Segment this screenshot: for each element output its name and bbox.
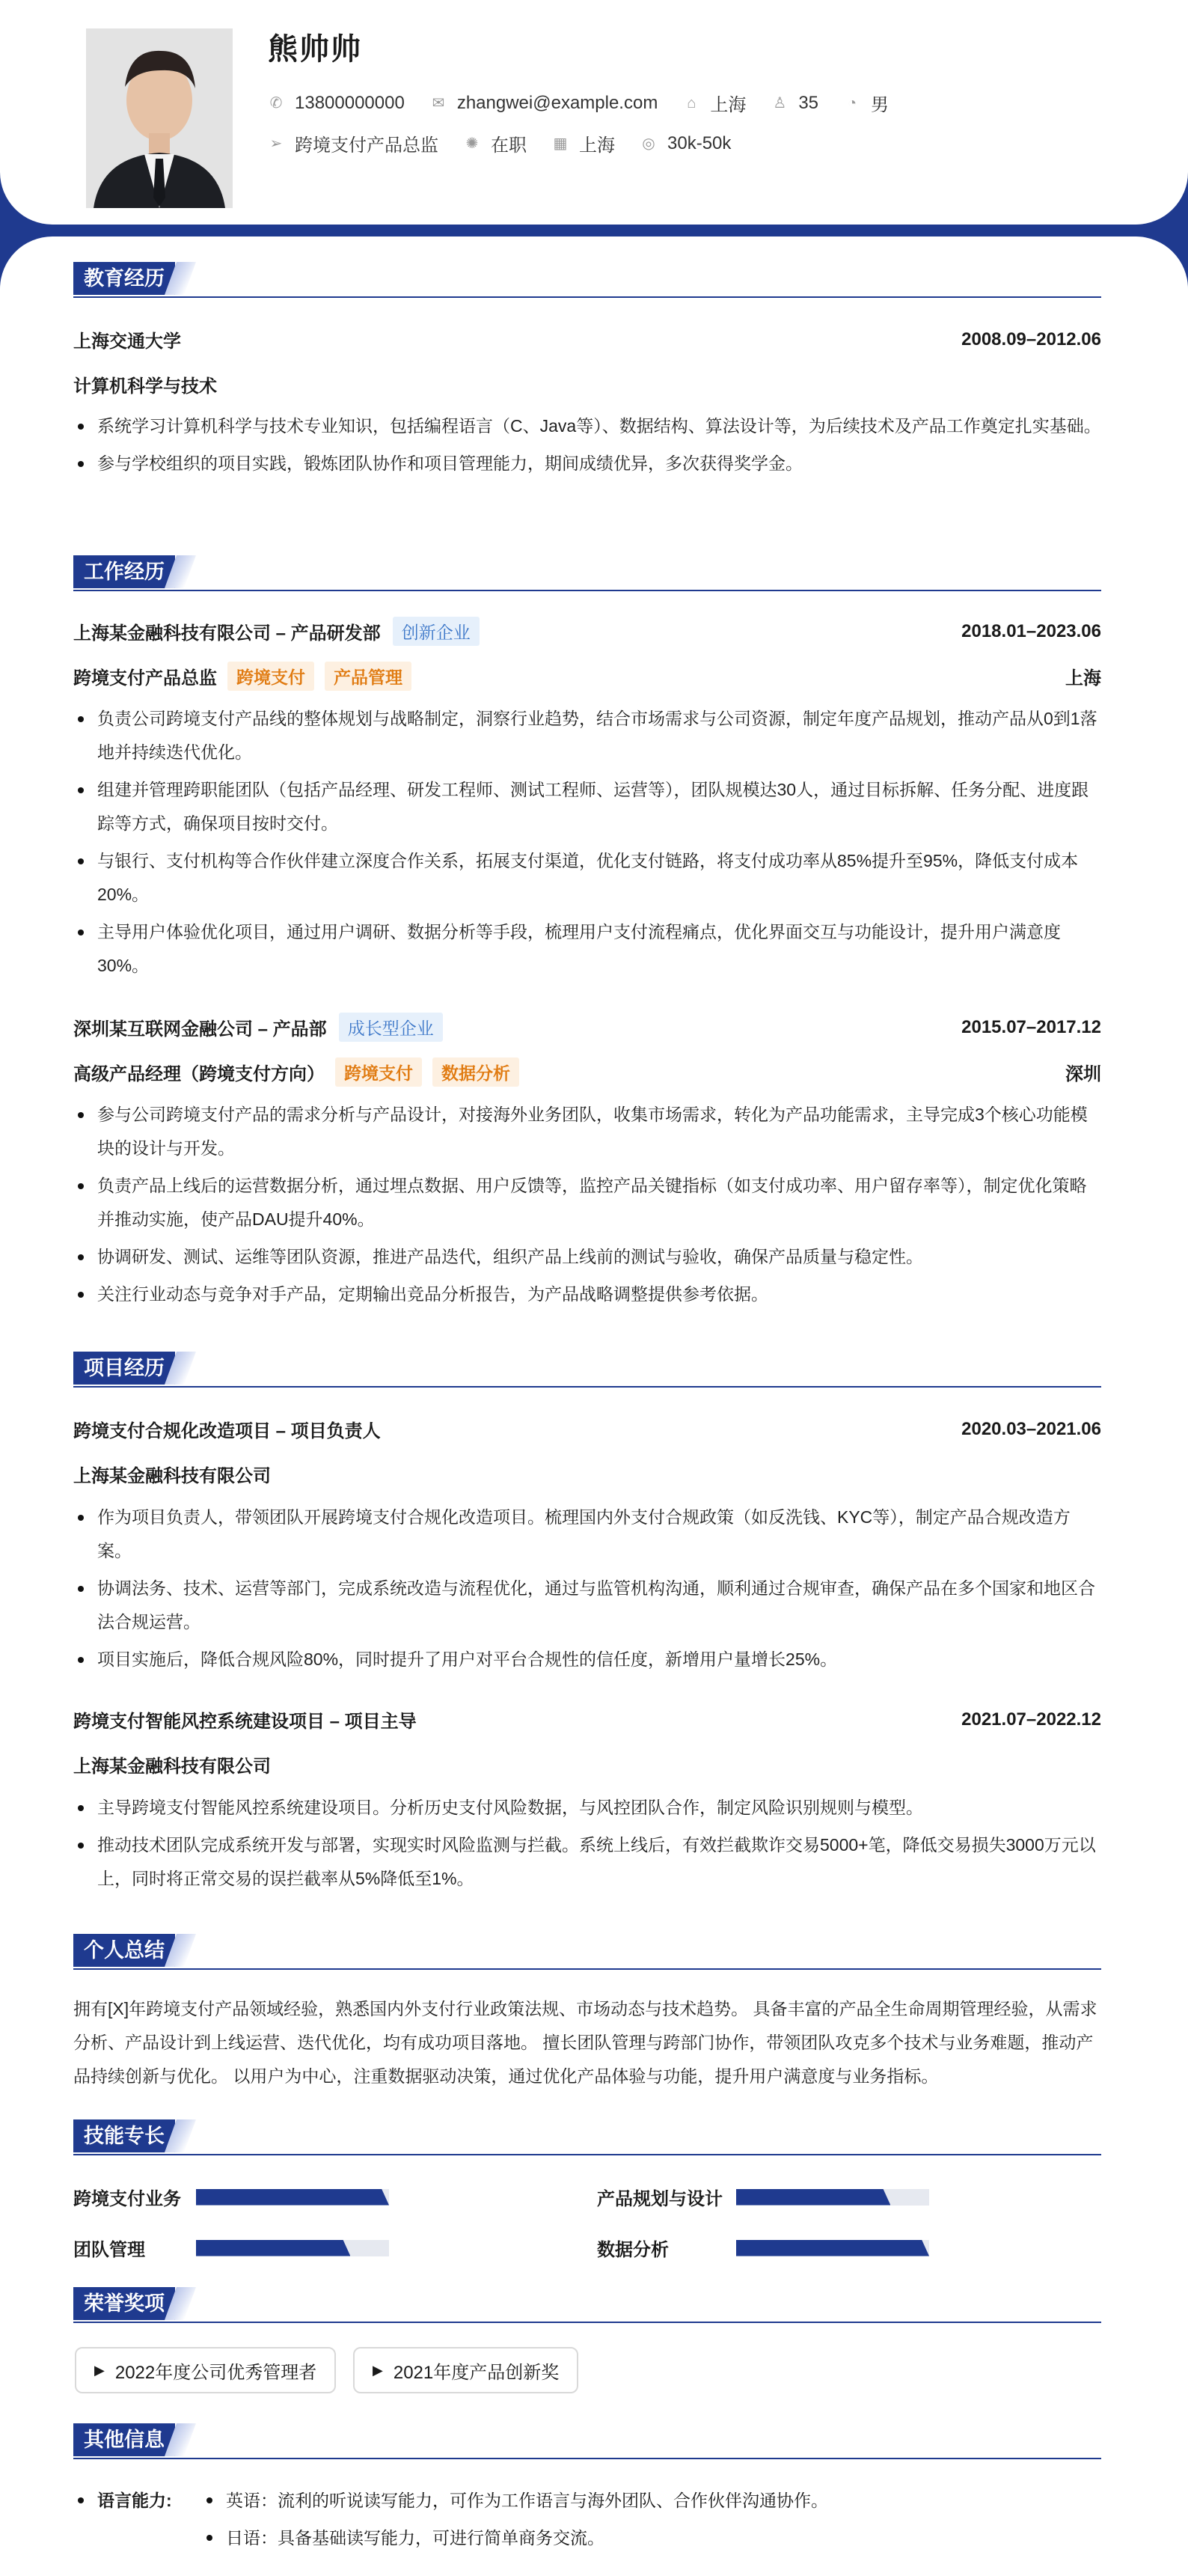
gender-value: 男 (871, 95, 890, 115)
section-title-awards: 荣誉奖项 (73, 2287, 175, 2320)
list-item: 参与公司跨境支付产品的需求分析与产品设计，对接海外业务团队，收集市场需求，转化为产品功能需求，主导完成3个核心功能模块的设计与开发。 (73, 1098, 1101, 1165)
location-value: 上海 (710, 95, 747, 115)
skill-bar-fill (736, 2189, 890, 2206)
email-info (430, 93, 658, 114)
intent-row (268, 130, 756, 156)
work-1-company-tag: 创新企业 (393, 617, 480, 646)
work-2-city: 深圳 (1065, 1064, 1101, 1084)
education-bullets (73, 409, 1101, 484)
age-info (771, 93, 818, 114)
list-item: 组建并管理跨职能团队（包括产品经理、研发工程师、测试工程师、运营等），团队规模达30人，通过目标拆解、任务分配、进度跟踪等方式，确保项目按时交付。 (73, 773, 1101, 840)
work-2-company-tag: 成长型企业 (339, 1013, 443, 1042)
phone-info (268, 93, 405, 114)
age-icon: ♙ (773, 94, 787, 112)
work-1-city: 上海 (1065, 668, 1101, 689)
skill-item (597, 2235, 929, 2261)
status-icon: ✺ (465, 135, 479, 152)
person-name: 熊帅帅 (268, 33, 362, 66)
profile-header (0, 0, 1188, 225)
work-1-title-row (73, 662, 1101, 691)
work-2-company: 深圳某互联网金融公司 – 产品部 (73, 1019, 327, 1040)
list-item (202, 2519, 828, 2557)
work-2-title: 高级产品经理（跨境支付方向） (73, 1064, 325, 1084)
contact-row (268, 90, 914, 116)
list-item: 与银行、支付机构等合作伙伴建立深度合作关系，拓展支付渠道，优化支付链路，将支付成功率从85%提升至95%，降低支付成本20%。 (73, 844, 1101, 912)
work-1-company: 上海某金融科技有限公司 – 产品研发部 (73, 623, 381, 644)
work-1-tag: 跨境支付 (227, 662, 314, 691)
phone-value: 13800000000 (295, 92, 405, 113)
section-work (73, 555, 1101, 591)
skill-item (73, 2184, 389, 2210)
education-period: 2008.09–2012.06 (961, 329, 1101, 350)
summary-text: 拥有[X]年跨境支付产品领域经验，熟悉国内外支付行业政策法规、市场动态与技术趋势。 具备丰富的产品全生命周期管理经验，从需求分析、产品设计到上线运营、迭代优化，均有成功项目落地。 擅长团队管理与跨部门协作，带领团队攻克多个技术与业务难题，推动产品持续创新与优化。 以用户为中心，注重数据驱动决策，通过优化产品体验与功能，提升用户满意度与业务指标。 (73, 1999, 1097, 2086)
list-item: 作为项目负责人，带领团队开展跨境支付合规化改造项目。梳理国内外支付合规政策（如反洗钱、KYC等），制定产品合规改造方案。 (73, 1501, 1101, 1568)
project-1-header (73, 1416, 1101, 1442)
triangle-icon: ▶ (373, 2362, 383, 2378)
bullet-dot (206, 2497, 212, 2503)
award-label: 2021年度产品创新奖 (393, 2362, 560, 2383)
skill-name: 团队管理 (73, 2240, 145, 2260)
section-skills (73, 2119, 1101, 2155)
work-2-tag: 跨境支付 (335, 1057, 422, 1087)
project-1-bullets (73, 1501, 1101, 1680)
skill-bar (196, 2240, 389, 2256)
section-title-other: 其他信息 (73, 2423, 175, 2456)
status-value: 在职 (491, 135, 527, 156)
award-badge (75, 2347, 336, 2393)
home-icon: ⌂ (687, 94, 696, 112)
list-item: 项目实施后，降低合规风险80%，同时提升了用户对平台合规性的信任度，新增用户量增长25%。 (73, 1643, 1101, 1676)
list-item: 负责产品上线后的运营数据分析，通过埋点数据、用户反馈等，监控产品关键指标（如支付成功率、用户留存率等），制定优化策略并推动实施，使产品DAU提升40%。 (73, 1169, 1101, 1236)
project-2-name: 跨境支付智能风控系统建设项目 – 项目主导 (73, 1712, 417, 1732)
list-item: 协调研发、测试、运维等团队资源，推进产品迭代，组织产品上线前的测试与验收，确保产品质量与稳定性。 (73, 1240, 1101, 1274)
work-1-title: 跨境支付产品总监 (73, 668, 217, 689)
language-item: 日语：具备基础读写能力，可进行简单商务交流。 (226, 2528, 604, 2548)
language-list (202, 2482, 828, 2557)
project-2-bullets (73, 1791, 1101, 1899)
language-row (73, 2482, 828, 2557)
gender-icon: ◔ (847, 94, 857, 112)
skill-bar-fill (736, 2240, 929, 2256)
skill-name: 跨境支付业务 (73, 2189, 181, 2209)
avatar-photo (86, 28, 233, 208)
section-summary (73, 1934, 1101, 1970)
section-title-education: 教育经历 (73, 262, 175, 295)
section-other (73, 2423, 1101, 2459)
project-2-period: 2021.07–2022.12 (961, 1709, 1101, 1730)
project-1-period: 2020.03–2021.06 (961, 1418, 1101, 1439)
building-icon: ▦ (553, 135, 568, 152)
skill-item (73, 2235, 389, 2261)
skill-item (597, 2184, 929, 2210)
section-education (73, 262, 1101, 298)
position-info (268, 130, 438, 156)
skill-name: 产品规划与设计 (597, 2189, 723, 2209)
section-title-projects: 项目经历 (73, 1352, 175, 1385)
city-info (552, 130, 615, 156)
list-item: 系统学习计算机科学与技术专业知识，包括编程语言（C、Java等）、数据结构、算法设计等，为后续技术及产品工作奠定扎实基础。 (73, 409, 1101, 443)
language-item: 英语：流利的听说读写能力，可作为工作语言与海外团队、合作伙伴沟通协作。 (226, 2491, 828, 2510)
location-info (683, 90, 746, 116)
project-1-company: 上海某金融科技有限公司 (73, 1466, 271, 1486)
salary-info (640, 133, 731, 154)
triangle-icon: ▶ (94, 2362, 105, 2378)
skill-bar (736, 2240, 929, 2256)
work-2-title-row (73, 1057, 1101, 1087)
section-title-skills: 技能专长 (73, 2119, 175, 2152)
list-item: 主导用户体验优化项目，通过用户调研、数据分析等手段，梳理用户支付流程痛点，优化界面交互与功能设计，提升用户满意度30%。 (73, 915, 1101, 983)
list-item: 负责公司跨境支付产品线的整体规划与战略制定，洞察行业趋势，结合市场需求与公司资源，制定年度产品规划，推动产品从0到1落地并持续迭代优化。 (73, 702, 1101, 769)
award-badge (353, 2347, 578, 2393)
skill-bar (736, 2189, 929, 2206)
section-awards (73, 2287, 1101, 2323)
skill-name: 数据分析 (597, 2240, 669, 2260)
work-2-bullets (73, 1098, 1101, 1315)
work-2-tag: 数据分析 (432, 1057, 519, 1087)
project-2-company: 上海某金融科技有限公司 (73, 1756, 271, 1777)
position-value: 跨境支付产品总监 (295, 135, 438, 156)
list-item: 参与学校组织的项目实践，锻炼团队协作和项目管理能力，期间成绩优异，多次获得奖学金。 (73, 447, 1101, 480)
phone-icon: ✆ (269, 94, 283, 112)
age-value: 35 (798, 92, 819, 113)
list-item: 关注行业动态与竞争对手产品，定期输出竞品分析报告，为产品战略调整提供参考依据。 (73, 1278, 1101, 1311)
language-label: 语言能力: (97, 2491, 172, 2510)
work-1-tag: 产品管理 (325, 662, 411, 691)
salary-value: 30k-50k (667, 132, 732, 153)
education-header (73, 326, 1101, 352)
award-label: 2022年度公司优秀管理者 (114, 2362, 317, 2383)
list-item: 主导跨境支付智能风控系统建设项目。分析历史支付风险数据，与风控团队合作，制定风险识别规则与模型。 (73, 1791, 1101, 1825)
list-item: 推动技术团队完成系统开发与部署，实现实时风险监测与拦截。系统上线后，有效拦截欺诈交易5000+笔，降低交易损失3000万元以上，同时将正常交易的误拦截率从5%降低至1%。 (73, 1828, 1101, 1896)
education-major-row (73, 371, 1101, 397)
work-1-header (73, 617, 1101, 646)
project-1-company-row (73, 1461, 1101, 1487)
work-2-header (73, 1013, 1101, 1042)
coin-icon: ◎ (642, 135, 655, 152)
mail-icon: ✉ (432, 94, 445, 112)
work-2-period: 2015.07–2017.12 (961, 1016, 1101, 1037)
gender-info (844, 90, 889, 116)
bullet-dot (206, 2535, 212, 2541)
skill-bar-fill (196, 2240, 350, 2256)
project-2-header (73, 1706, 1101, 1733)
work-1-period: 2018.01–2023.06 (961, 620, 1101, 641)
section-title-work: 工作经历 (73, 555, 175, 588)
city-value: 上海 (579, 135, 615, 156)
send-icon: ➢ (269, 135, 283, 152)
section-title-summary: 个人总结 (73, 1934, 175, 1967)
language-block (73, 2482, 828, 2557)
list-item: 协调法务、技术、运营等部门，完成系统改造与流程优化，通过与监管机构沟通，顺利通过合规审查，确保产品在多个国家和地区合法合规运营。 (73, 1572, 1101, 1639)
bullet-dot (78, 2497, 84, 2503)
list-item (202, 2482, 828, 2519)
skill-bar-fill (196, 2189, 389, 2206)
section-projects (73, 1352, 1101, 1388)
major-name: 计算机科学与技术 (73, 376, 217, 397)
language-label-wrap (73, 2482, 202, 2557)
project-2-company-row (73, 1751, 1101, 1777)
skill-bar (196, 2189, 389, 2206)
school-name: 上海交通大学 (73, 332, 181, 352)
project-1-name: 跨境支付合规化改造项目 – 项目负责人 (73, 1421, 381, 1441)
email-value: zhangwei@example.com (456, 92, 658, 113)
work-1-bullets (73, 702, 1101, 986)
status-info (464, 130, 527, 156)
